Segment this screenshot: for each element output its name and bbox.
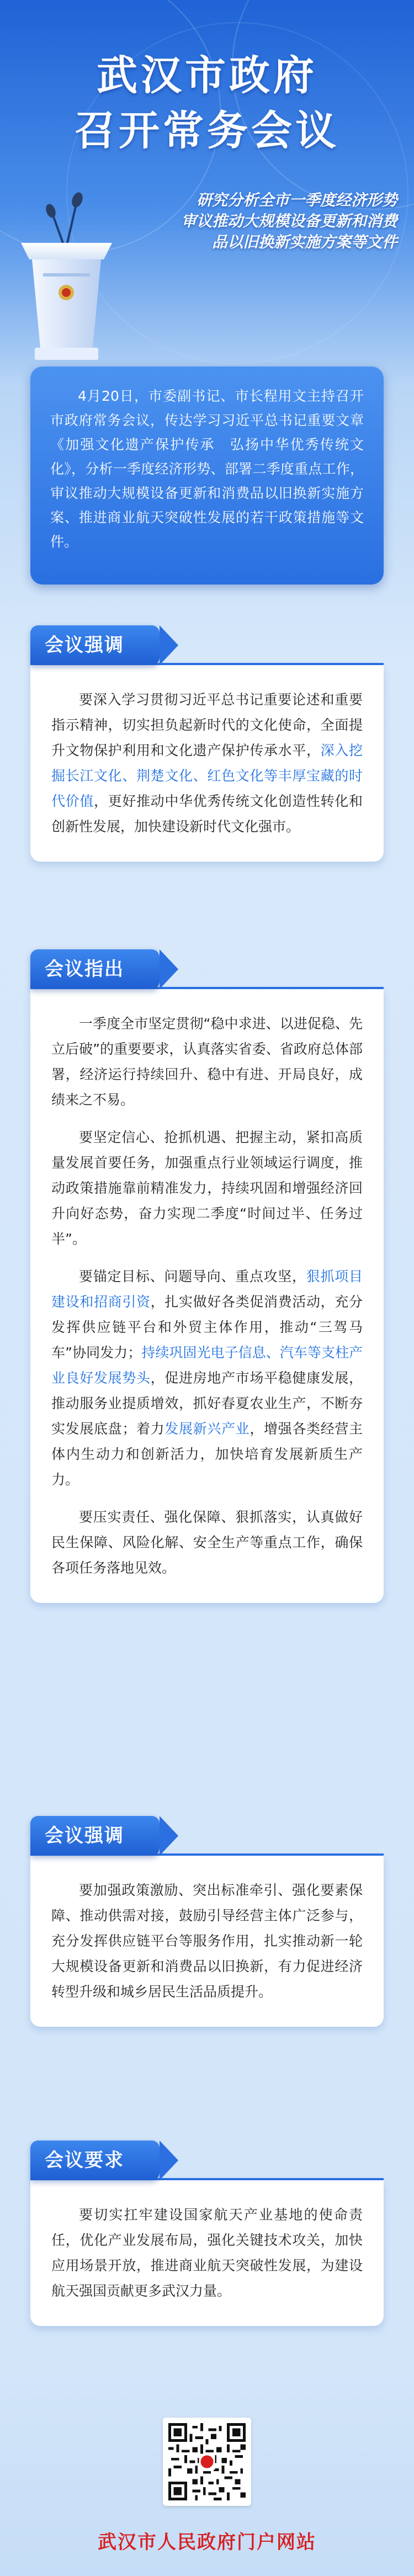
section-body: [30, 665, 384, 862]
section-tag: 会议要求: [30, 2141, 160, 2180]
section-paragraph: [51, 1505, 363, 1581]
paragraph-text: ，增强各类经营主体内生动力和创新活力，加快培育发展新质生产力。: [51, 1421, 363, 1488]
paragraph-text: 要切实扛牢建设国家航天产业基地的使命责任，优化产业发展布局，强化关键技术攻关，加快应用场景开放，推进商业航天突破性发展，为建设航天强国贡献更多武汉力量。: [51, 2207, 363, 2299]
section-paragraph: [51, 2202, 363, 2304]
paragraph-text: 要坚定信心、抢抓机遇、把握主动，紧扣高质量发展首要任务，加强重点行业领域运行调度，推动政策措施靠前精准发力，持续巩固和增强经济回升向好态势，奋力实现二季度“时间过半、任务过半”。: [51, 1129, 363, 1247]
section-paragraph: [51, 1011, 363, 1113]
paragraph-text: 要深入学习贯彻习近平总书记重要论述和重要指示精神，切实担负起新时代的文化使命，全面提升文物保护利用和文化遗产保护传承水平，: [51, 692, 363, 758]
qr-code-icon: [168, 2423, 246, 2500]
subtitle: [166, 190, 397, 253]
section-body: [30, 2180, 384, 2326]
paragraph-text: 要压实责任、强化保障、狠抓落实，认真做好民生保障、风险化解、安全生产等重点工作，确保各项任务落地见效。: [51, 1509, 363, 1576]
section-body: [30, 989, 384, 1603]
section-paragraph: [51, 1878, 363, 2005]
subtitle-line2: 审议推动大规模设备更新和消费: [181, 212, 397, 230]
paragraph-text: ，更好推动中华优秀传统文化创造性转化和创新性发展，加快建设新时代文化强市。: [51, 793, 363, 835]
page-title-line1: 武汉市政府: [97, 52, 317, 99]
header: [0, 0, 414, 386]
section-tag: 会议指出: [30, 949, 160, 989]
highlighted-text: 狠抓项目建设和招商引资: [51, 1268, 363, 1310]
section-paragraph: [51, 1264, 363, 1493]
footer-site-name: 武汉市人民政府门户网站: [98, 2531, 316, 2553]
paragraph-text: 要锚定目标、问题导向、重点攻坚，: [79, 1268, 306, 1284]
subtitle-line3: 品以旧换新实施方案等文件: [211, 233, 397, 251]
highlighted-text: 持续巩固光电子信息、汽车等支柱产业良好发展势头: [51, 1345, 363, 1386]
subtitle-line1: 研究分析全市一季度经济形势: [196, 191, 397, 209]
section-paragraph: [51, 1125, 363, 1252]
intro-card: 4月20日，市委副书记、市长程用文主持召开市政府常务会议，传达学习习近平总书记重要文章《加强文化遗产保护传承 弘扬中华优秀传统文化》，分析一季度经济形势、部署二季度重点工作，审议推动大规模设备更新和消费品以旧换新实施方案、推进商业航天突破性发展的若干政策措施等文件。: [30, 367, 384, 585]
section-body: [30, 1856, 384, 2027]
qr-code[interactable]: [163, 2418, 251, 2506]
paragraph-text: 一季度全市坚定贯彻“稳中求进、以进促稳、先立后破”的重要要求，认真落实省委、省政府总体部署，经济运行持续回升、稳中有进、开局良好，成绩来之不易。: [51, 1016, 363, 1108]
section-tag: 会议强调: [30, 625, 160, 665]
podium-icon: [10, 182, 120, 364]
section-paragraph: [51, 687, 363, 840]
highlighted-text: 发展新兴产业: [164, 1421, 250, 1437]
highlighted-text: 深入挖掘长江文化、荆楚文化、红色文化等丰厚宝藏的时代价值: [51, 742, 363, 809]
paragraph-text: ，扎实做好各类促消费活动，充分发挥供应链平台和外贸主体作用，推动“三驾马车”协同发力；: [51, 1294, 363, 1361]
page-title-line2: 召开常务会议: [75, 107, 339, 155]
section-tag: 会议强调: [30, 1816, 160, 1856]
paragraph-text: ，促进房地产市场平稳健康发展，推动服务业提质增效，抓好春夏农业生产，不断夯实发展底盘；着力: [51, 1370, 363, 1437]
paragraph-text: 要加强政策激励、突出标准牵引、强化要素保障、推动供需对接，鼓励引导经营主体广泛参与，充分发挥供应链平台等服务作用，扎实推动新一轮大规模设备更新和消费品以旧换新，有力促进经济转型升级和城乡居民生活品质提升。: [51, 1882, 363, 2000]
